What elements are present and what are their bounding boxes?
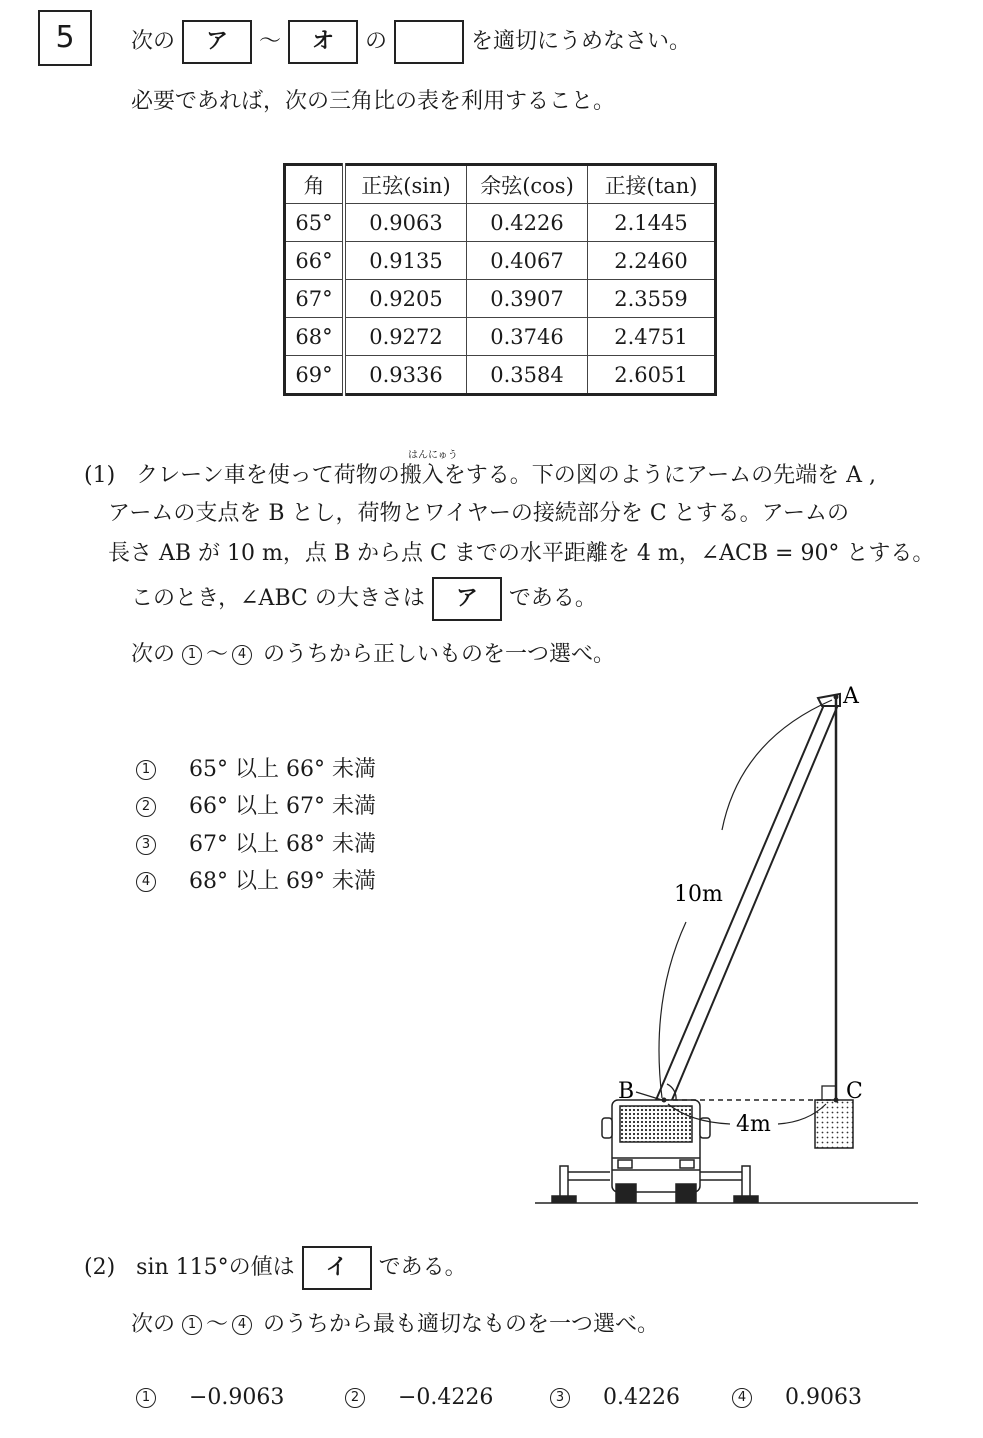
q1-label: (1) xyxy=(84,463,116,488)
option-text: 67° 以上 68° 未満 xyxy=(189,832,376,857)
table-cell: 2.6051 xyxy=(588,356,716,395)
q1-line4-pre: このとき，∠ABC の大きさは xyxy=(131,586,425,611)
intro-post: を適切にうめなさい。 xyxy=(471,29,692,54)
table-header-cell: 正接(tan) xyxy=(588,165,716,204)
question-number: 5 xyxy=(38,10,92,66)
answer-box-o: オ xyxy=(288,20,358,64)
length-arc-lower xyxy=(659,922,686,1098)
q1-line1-c: をする。下の図のようにアームの先端を A , xyxy=(443,463,876,488)
label-b: B xyxy=(618,1079,635,1104)
option-text: −0.9063 xyxy=(189,1385,285,1410)
length-arc-upper xyxy=(722,700,832,830)
table-cell: 68° xyxy=(285,318,345,356)
choice-range-start: 1 xyxy=(182,1315,202,1335)
table-cell: 65° xyxy=(285,204,345,242)
table-cell: 0.4226 xyxy=(467,204,588,242)
label-c: C xyxy=(846,1079,863,1104)
option-number: 2 xyxy=(345,1388,365,1408)
table-cell: 2.1445 xyxy=(588,204,716,242)
q1-line-5: 次の 1 〜 4 のうちから正しいものを一つ選べ。 xyxy=(131,642,616,667)
q1-line5-post: のうちから正しいものを一つ選べ。 xyxy=(263,642,616,667)
option-text: 65° 以上 66° 未満 xyxy=(189,757,376,782)
table-cell: 2.2460 xyxy=(588,242,716,280)
label-a: A xyxy=(843,684,859,709)
table-cell: 2.3559 xyxy=(588,280,716,318)
answer-box-a: ア xyxy=(182,20,252,64)
q2-option xyxy=(345,1385,493,1410)
q1-line4-post: である。 xyxy=(508,586,597,611)
q1-line-3: 長さ AB が 10 m，点 B から点 C までの水平距離を 4 m，∠ACB = 90° とする。 xyxy=(108,541,935,566)
table-cell: 66° xyxy=(285,242,345,280)
answer-box-i: イ xyxy=(302,1246,372,1290)
q2-line1-pre: sin 115°の値は xyxy=(136,1255,295,1280)
table-header-cell: 正弦(sin) xyxy=(344,165,467,204)
q1-line1-b: 搬入 xyxy=(399,463,444,488)
table-cell: 0.9135 xyxy=(344,242,467,280)
intro-line-2: 必要であれば，次の三角比の表を利用すること。 xyxy=(131,89,616,114)
q2-line2-pre: 次の xyxy=(131,1312,176,1337)
answer-box-a: ア xyxy=(432,577,502,621)
q1-line1-a: クレーン車を使って荷物の xyxy=(136,463,400,488)
table-header-cell: 角 xyxy=(285,165,345,204)
q2-line-2: 次の 1 〜 4 のうちから最も適切なものを一つ選べ。 xyxy=(131,1312,660,1337)
intro-no: の xyxy=(365,29,388,54)
length-bc-label: 4m xyxy=(736,1112,771,1137)
q2-option xyxy=(550,1385,680,1410)
q1-line-2: アームの支点を B とし，荷物とワイヤーの接続部分を C とする。アームの xyxy=(108,501,849,526)
cargo-box xyxy=(815,1100,853,1148)
q2-option xyxy=(732,1385,862,1410)
option-number: 4 xyxy=(732,1388,752,1408)
table-cell: 0.4067 xyxy=(467,242,588,280)
table-cell: 0.9063 xyxy=(344,204,467,242)
option-number: 3 xyxy=(550,1388,570,1408)
outrigger-right xyxy=(700,1166,758,1202)
option-text: 0.4226 xyxy=(603,1385,680,1410)
option-text: 68° 以上 69° 未満 xyxy=(189,869,376,894)
right-angle-mark xyxy=(822,1086,836,1100)
option-text: −0.4226 xyxy=(398,1385,494,1410)
truck xyxy=(602,1100,710,1202)
q2-option xyxy=(136,1385,284,1410)
option-number: 1 xyxy=(136,1388,156,1408)
q2-line-1 xyxy=(84,1246,467,1290)
q2-line1-post: である。 xyxy=(378,1255,467,1280)
intro-tilde: 〜 xyxy=(259,29,282,54)
choice-range-end: 4 xyxy=(232,645,252,665)
ruby-reading: はんにゅう xyxy=(408,450,458,461)
intro-pre: 次の xyxy=(131,29,176,54)
option-number: 1 xyxy=(136,760,156,780)
point-a xyxy=(834,695,839,700)
table-cell: 0.9272 xyxy=(344,318,467,356)
option-number: 4 xyxy=(136,872,156,892)
option-number: 2 xyxy=(136,797,156,817)
point-c xyxy=(834,1098,839,1103)
choice-range-start: 1 xyxy=(182,645,202,665)
choice-range-end: 4 xyxy=(232,1315,252,1335)
table-cell: 0.3746 xyxy=(467,318,588,356)
q2-label: (2) xyxy=(84,1255,116,1280)
point-b xyxy=(662,1098,667,1103)
table-cell: 0.9336 xyxy=(344,356,467,395)
table-cell: 2.4751 xyxy=(588,318,716,356)
option-number: 3 xyxy=(136,835,156,855)
table-cell: 0.9205 xyxy=(344,280,467,318)
table-cell: 67° xyxy=(285,280,345,318)
table-cell: 69° xyxy=(285,356,345,395)
outrigger-left xyxy=(552,1166,610,1202)
length-ab-label: 10m xyxy=(674,882,723,907)
table-cell: 0.3907 xyxy=(467,280,588,318)
option-text: 0.9063 xyxy=(785,1385,862,1410)
q2-line2-post: のうちから最も適切なものを一つ選べ。 xyxy=(263,1312,660,1337)
table-header-cell: 余弦(cos) xyxy=(467,165,588,204)
angle-arc xyxy=(667,1084,676,1100)
option-text: 66° 以上 67° 未満 xyxy=(189,794,376,819)
table-cell: 0.3584 xyxy=(467,356,588,395)
q1-line5-pre: 次の xyxy=(131,642,176,667)
